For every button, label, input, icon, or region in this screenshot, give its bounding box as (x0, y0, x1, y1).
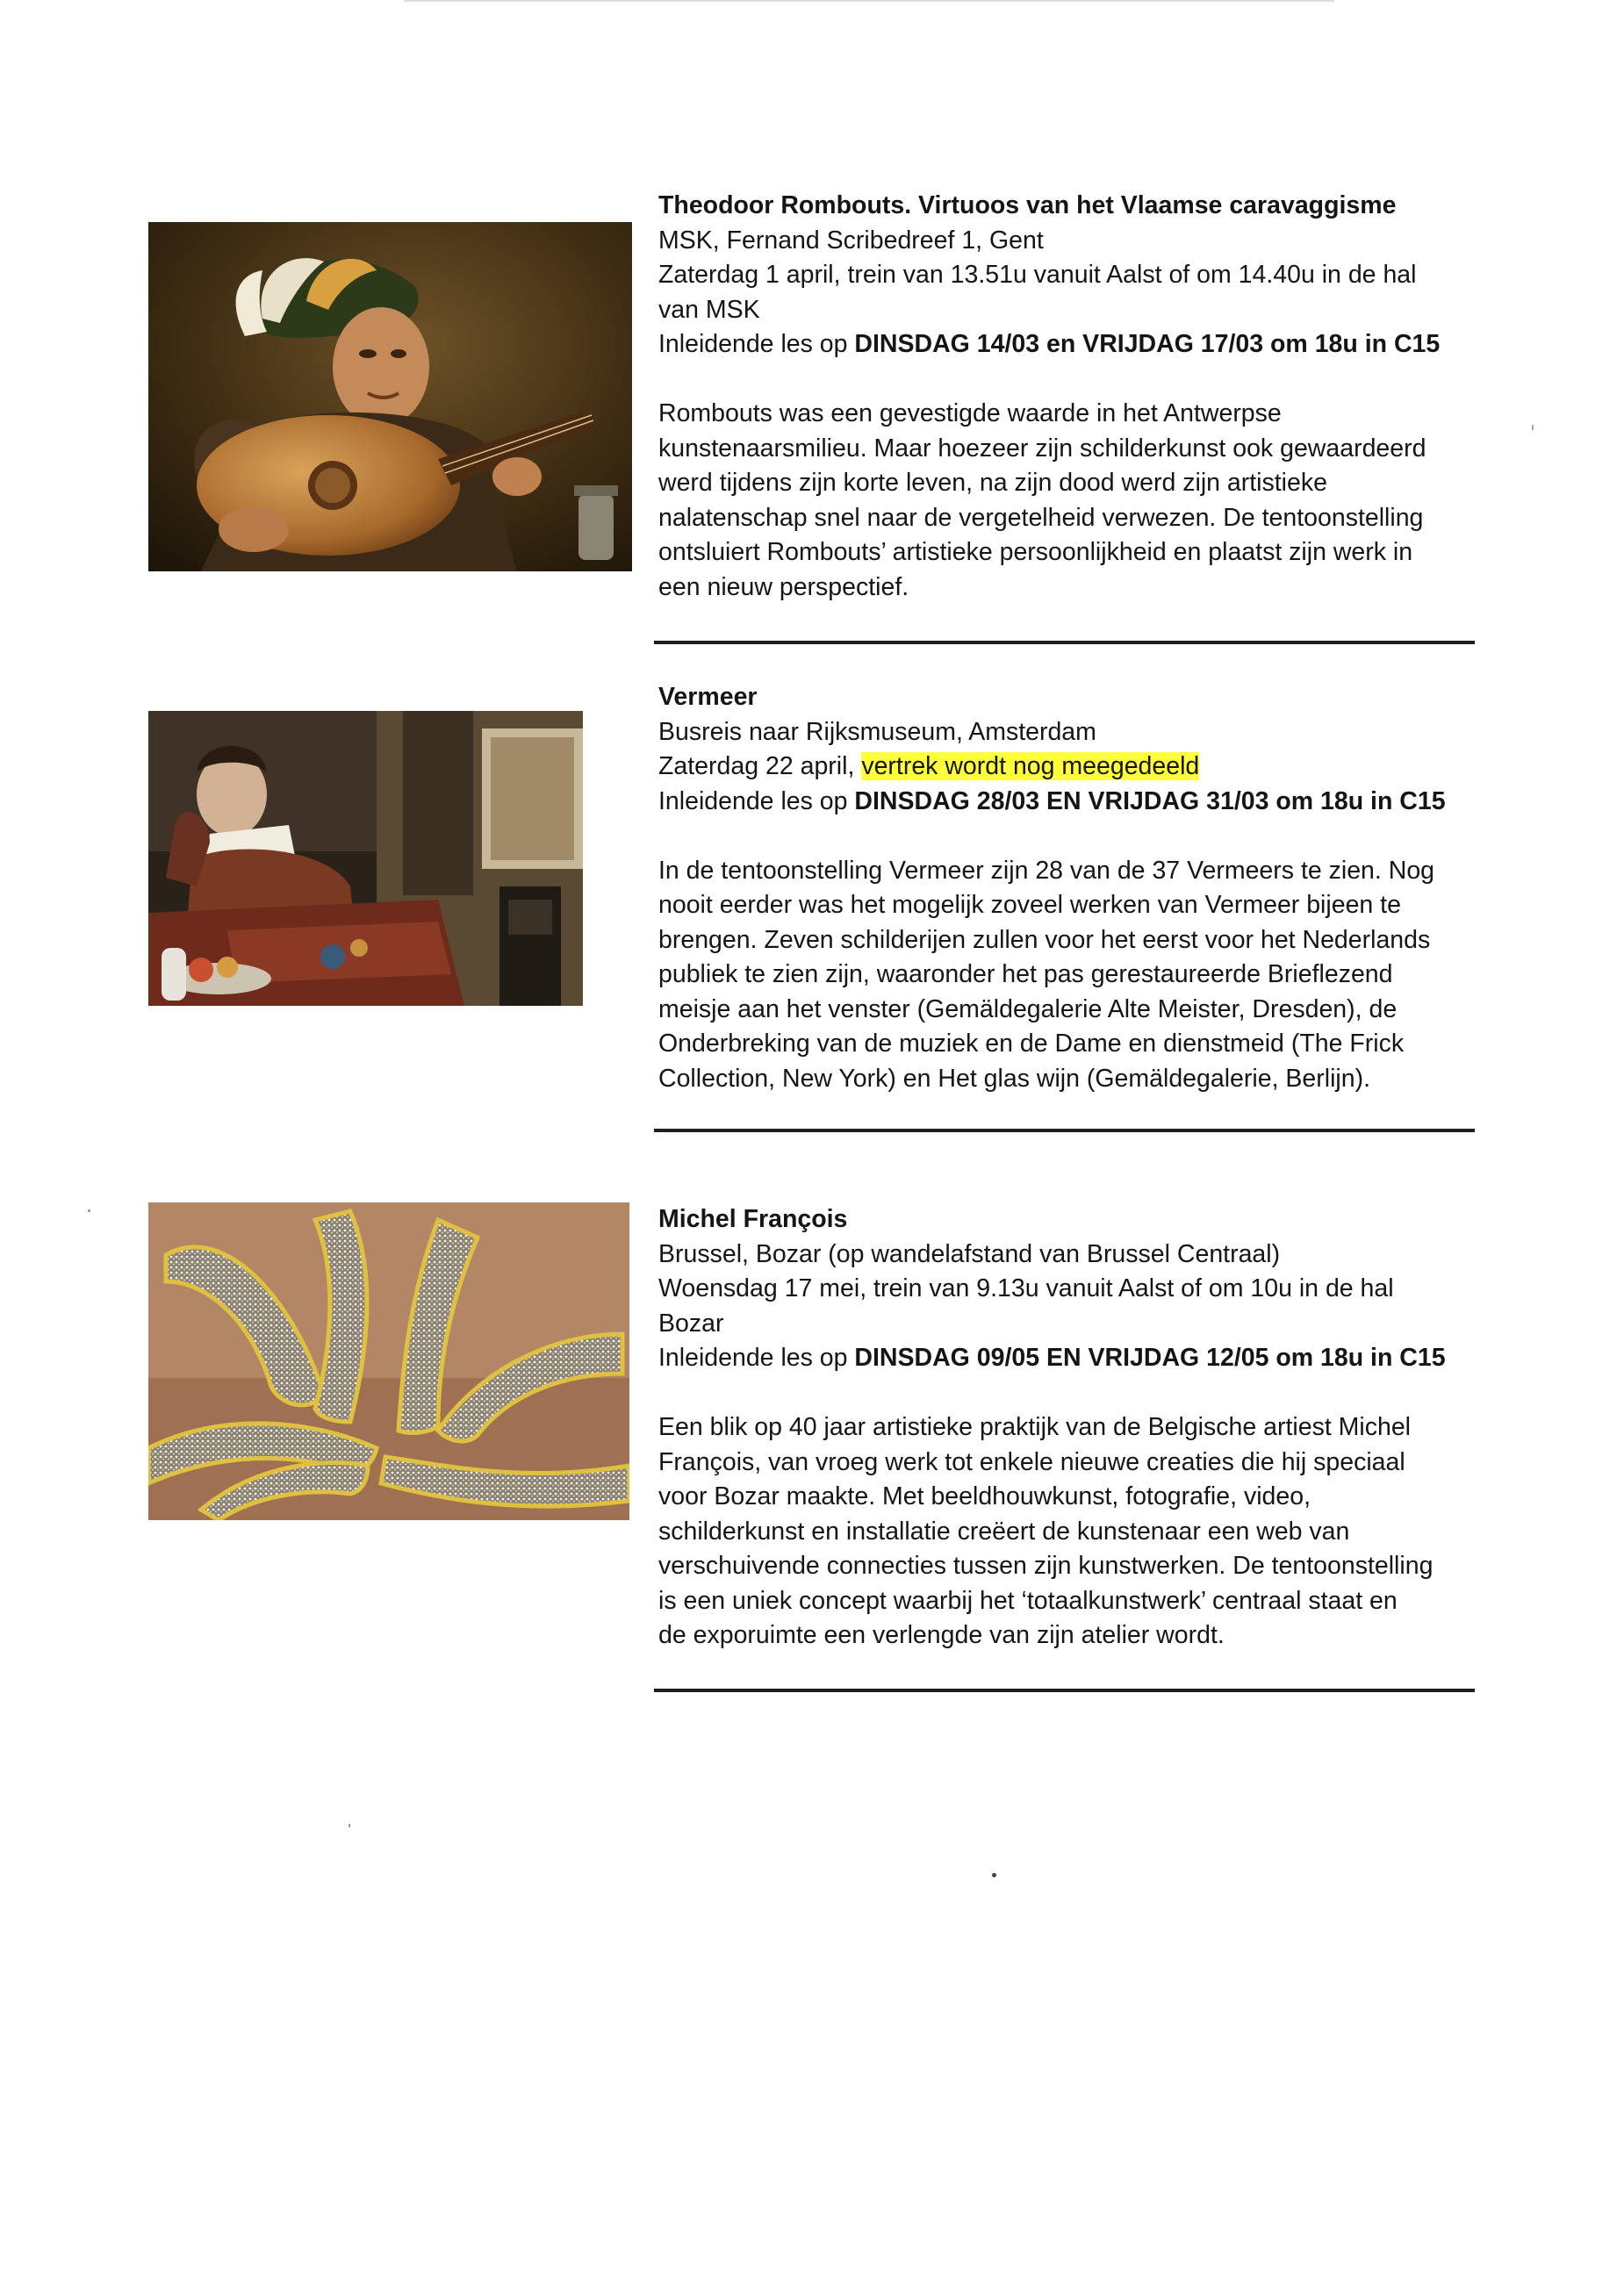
event-vermeer (658, 680, 1475, 1096)
event-michel-francois (658, 1202, 1475, 1654)
description-line: In de tentoonstelling Vermeer zijn 28 van de 37 Vermeers te zien. Nog (658, 856, 1435, 885)
lute-player-painting-icon (148, 222, 632, 571)
event-intro-lesson (658, 1341, 1475, 1376)
description-line: ontsluiert Rombouts’ artistieke persoonlijkheid en plaatst zijn werk in (658, 538, 1413, 566)
section-divider (654, 1129, 1475, 1132)
section-divider (654, 1689, 1475, 1692)
event-description (658, 1410, 1475, 1654)
vermeer-sleeping-maid-image (148, 711, 583, 1006)
description-line: François, van vroeg werk tot enkele nieuwe creaties die hij speciaal (658, 1447, 1405, 1476)
description-line: een nieuw perspectief. (658, 572, 909, 601)
description-line: verschuivende connecties tussen zijn kunstwerken. De tentoonstelling (658, 1552, 1434, 1580)
description-line: nooit eerder was het mogelijk zoveel werken van Vermeer bijeen te (658, 891, 1401, 919)
scan-speck (992, 1873, 996, 1877)
description-line: Een blik op 40 jaar artistieke praktijk van de Belgische artiest Michel (658, 1413, 1412, 1441)
description-line: kunstenaarsmilieu. Maar hoezeer zijn schilderkunst ook gewaardeerd (658, 434, 1426, 463)
description-line: Onderbreking van de muziek en de Dame en dienstmeid (The Frick (658, 1030, 1405, 1058)
scan-edge (404, 0, 1334, 2)
event-title: Theodoor Rombouts. Virtuoos van het Vlaamse caravaggisme (658, 191, 1397, 219)
event-date-line: Woensdag 17 mei, trein van 9.13u vanuit Aalst of om 10u in de hal (658, 1274, 1394, 1302)
intro-prefix: Inleidende les op (658, 786, 855, 815)
event-location: Busreis naar Rijksmuseum, Amsterdam (658, 717, 1096, 746)
description-line: schilderkunst en installatie creëert de kunstenaar een web van (658, 1517, 1350, 1546)
sleeping-maid-painting-icon (148, 711, 583, 1006)
date-prefix: Zaterdag 22 april, (658, 752, 862, 780)
intro-schedule: DINSDAG 28/03 EN VRIJDAG 31/03 om 18u in C15 (854, 786, 1446, 815)
intro-prefix: Inleidende les op (658, 330, 855, 358)
description-line: nalatenschap snel naar de vergetelheid verwezen. De tentoonstelling (658, 503, 1424, 532)
description-line: brengen. Zeven schilderijen zullen voor het eerst voor het Nederlands (658, 925, 1431, 954)
description-line: meisje aan het venster (Gemäldegalerie Alte Meister, Dresden), de (658, 994, 1398, 1023)
event-intro-lesson (658, 785, 1475, 820)
event-date-line-continued: van MSK (658, 295, 760, 324)
rombouts-lute-player-image (148, 222, 632, 571)
event-intro-lesson (658, 327, 1475, 362)
description-line: de exporuimte een verlengde van zijn atelier wordt. (658, 1621, 1225, 1649)
scan-speck (349, 1824, 350, 1827)
scan-speck (1532, 425, 1534, 430)
event-description (658, 854, 1475, 1097)
section-divider (654, 641, 1475, 644)
frosted-ribbons-sculpture-icon (148, 1202, 629, 1520)
intro-schedule: DINSDAG 09/05 EN VRIJDAG 12/05 om 18u in C15 (854, 1344, 1446, 1372)
event-description (658, 397, 1475, 605)
event-date-line (658, 750, 1475, 785)
event-location: MSK, Fernand Scribedreef 1, Gent (658, 226, 1044, 255)
event-title: Vermeer (658, 683, 758, 711)
event-title: Michel François (658, 1205, 848, 1233)
description-line: publiek te zien zijn, waaronder het pas gerestaureerde Brieflezend (658, 960, 1393, 988)
event-rombouts (658, 189, 1475, 605)
description-line: Rombouts was een gevestigde waarde in het Antwerpse (658, 399, 1282, 427)
michel-francois-sculpture-image (148, 1202, 629, 1520)
event-date-line: Zaterdag 1 april, trein van 13.51u vanuit Aalst of om 14.40u in de hal (658, 261, 1417, 289)
description-line: voor Bozar maakte. Met beeldhouwkunst, fotografie, video, (658, 1482, 1311, 1510)
description-line: Collection, New York) en Het glas wijn (Gemäldegalerie, Berlijn). (658, 1064, 1371, 1093)
intro-prefix: Inleidende les op (658, 1344, 855, 1372)
event-location: Brussel, Bozar (op wandelafstand van Brussel Centraal) (658, 1239, 1281, 1268)
highlighted-departure-note: vertrek wordt nog meegedeeld (861, 752, 1200, 780)
intro-schedule: DINSDAG 14/03 en VRIJDAG 17/03 om 18u in C15 (854, 330, 1441, 358)
description-line: is een uniek concept waarbij het ‘totaalkunstwerk’ centraal staat en (658, 1586, 1398, 1615)
event-date-line-continued: Bozar (658, 1309, 724, 1338)
description-line: werd tijdens zijn korte leven, na zijn dood werd zijn artistieke (658, 469, 1327, 497)
scan-speck (88, 1209, 90, 1212)
